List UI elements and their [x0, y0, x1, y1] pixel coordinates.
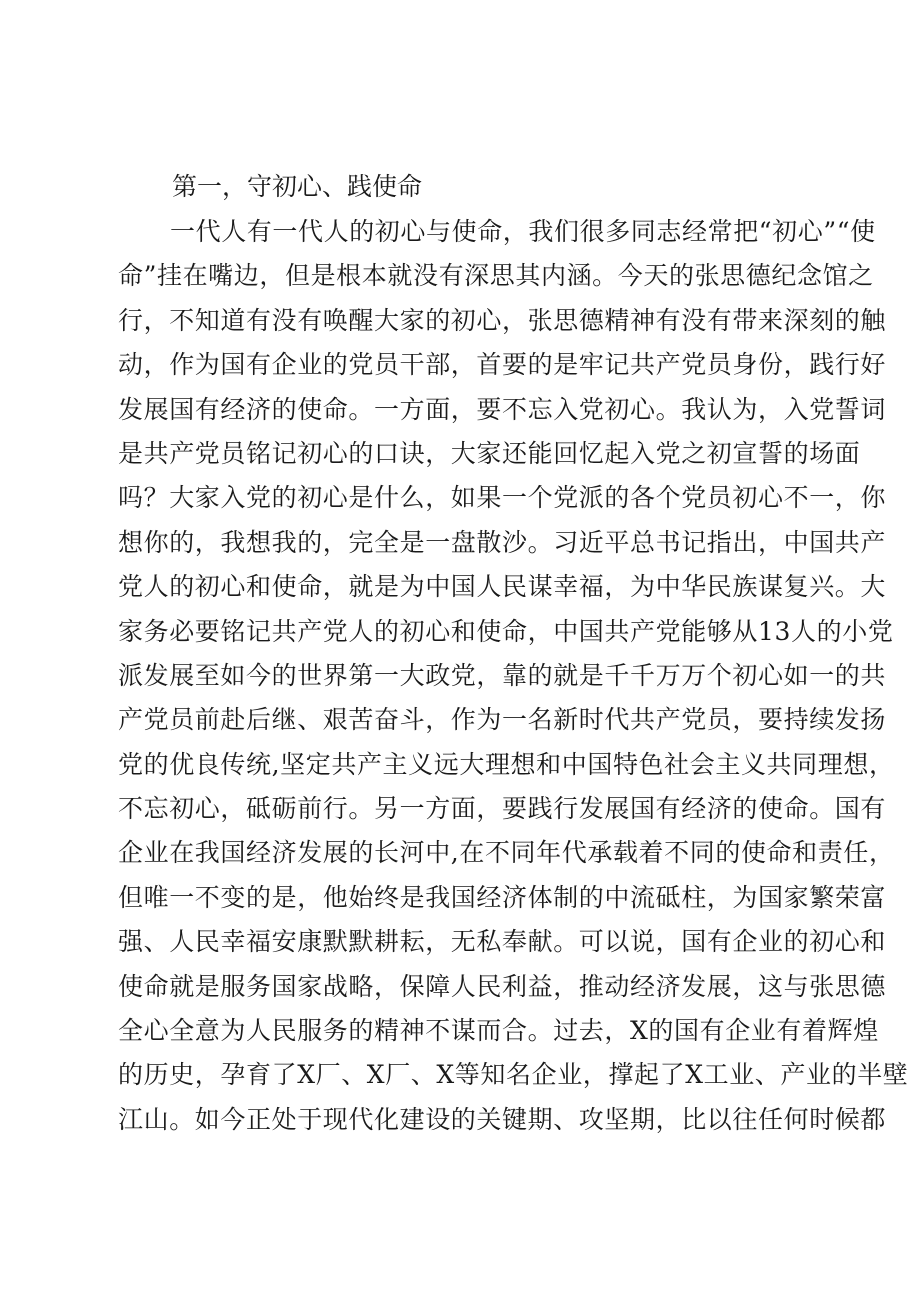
paragraph-line: 但唯一不变的是，他始终是我国经济体制的中流砥柱，为国家繁荣富 [118, 882, 887, 912]
paragraph-line: 派发展至如今的世界第一大政党，靠的就是千千万万个初心如一的共 [118, 660, 887, 690]
paragraph-line: 不忘初心，砥砺前行。另一方面，要践行发展国有经济的使命。国有 [118, 794, 887, 824]
paragraph-line: 强、人民幸福安康默默耕耘，无私奉献。可以说，国有企业的初心和 [118, 927, 887, 957]
paragraph-line: 的历史，孕育了X厂、X厂、X等知名企业，撑起了X工业、产业的半壁 [118, 1060, 909, 1090]
paragraph-line: 企业在我国经济发展的长河中,在不同年代承载着不同的使命和责任， [118, 838, 895, 868]
paragraph-line: 党人的初心和使命，就是为中国人民谋幸福，为中华民族谋复兴。大 [118, 572, 887, 602]
paragraph-line: 是共产党员铭记初心的口诀，大家还能回忆起入党之初宣誓的场面 [118, 438, 861, 468]
paragraph-line: 使命就是服务国家战略，保障人民利益，推动经济发展，这与张思德 [118, 971, 887, 1001]
paragraph-line: 行，不知道有没有唤醒大家的初心，张思德精神有没有带来深刻的触 [118, 305, 887, 335]
paragraph-line: 党的优良传统,坚定共产主义远大理想和中国特色社会主义共同理想， [118, 749, 895, 779]
paragraph-line: 一代人有一代人的初心与使命，我们很多同志经常把“初心”“使 [170, 217, 876, 246]
body-paragraph [118, 210, 909, 1142]
paragraph-line: 命”挂在嘴边，但是根本就没有深思其内涵。今天的张思德纪念馆之 [118, 261, 874, 291]
paragraph-line: 发展国有经济的使命。一方面，要不忘入党初心。我认为，入党誓词 [118, 394, 887, 424]
paragraph-line: 全心全意为人民服务的精神不谋而合。过去，X的国有企业有着辉煌 [118, 1016, 879, 1046]
paragraph-line: 产党员前赴后继、艰苦奋斗，作为一名新时代共产党员，要持续发扬 [118, 705, 887, 735]
paragraph-line: 吗？大家入党的初心是什么，如果一个党派的各个党员初心不一，你 [118, 483, 887, 513]
paragraph-line: 想你的，我想我的，完全是一盘散沙。习近平总书记指出，中国共产 [118, 527, 887, 557]
section-heading: 第一，守初心、践使命 [172, 172, 423, 201]
paragraph-line: 家务必要铭记共产党人的初心和使命，中国共产党能够从13人的小党 [118, 616, 894, 646]
paragraph-line: 动，作为国有企业的党员干部，首要的是牢记共产党员身份，践行好 [118, 350, 887, 380]
paragraph-line: 江山。如今正处于现代化建设的关键期、攻坚期，比以往任何时候都 [118, 1104, 887, 1134]
